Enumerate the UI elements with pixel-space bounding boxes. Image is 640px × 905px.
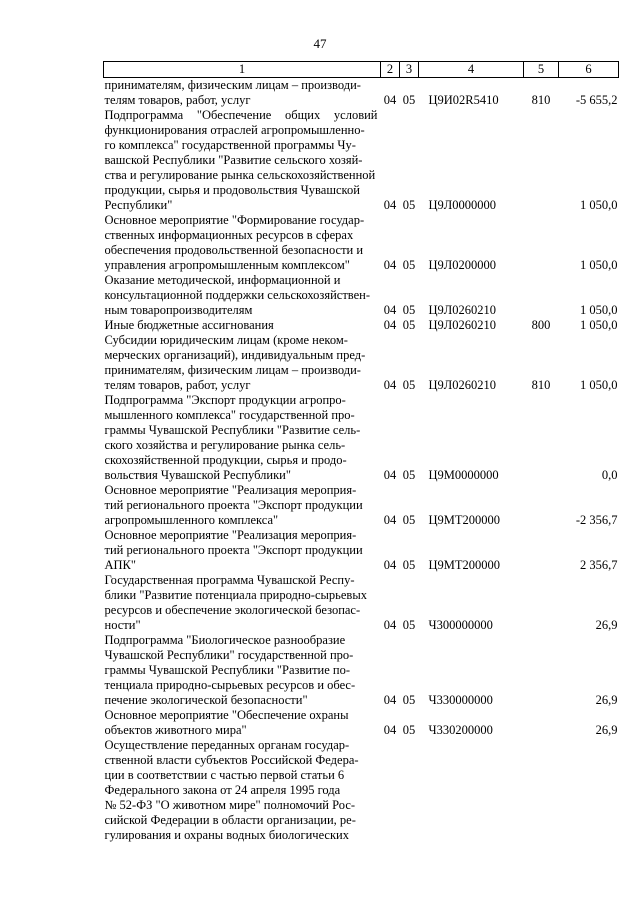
row-amount: 0,0 <box>601 468 618 482</box>
row-section-code: 04 <box>383 513 397 527</box>
row-expense-type-code <box>524 708 559 738</box>
row-target-article-code: Ч330200000 <box>428 723 493 737</box>
row-amount <box>559 738 619 843</box>
column-header-2: 2 <box>381 62 400 78</box>
column-header-1: 1 <box>104 62 381 78</box>
row-target-article-code: Ц9Л0260210 <box>428 378 497 392</box>
row-amount: 26,9 <box>595 723 618 737</box>
row-amount: 1 050,0 <box>580 318 618 332</box>
column-header-3: 3 <box>400 62 419 78</box>
row-subsection-code: 05 <box>402 618 416 632</box>
row-target-article-code <box>419 738 524 843</box>
row-description: принимателям, физическим лицам – производи- телям товаров, работ, услуг <box>104 78 361 107</box>
table-row <box>104 633 619 708</box>
row-description: Основное мероприятие "Формирование государ- ственных информационных ресурсов в сферах обеспечения продовольственной безопасности и управления агропромышленным комплексом" <box>104 213 365 272</box>
row-target-article-code: Ц9И02R5410 <box>428 93 499 107</box>
table-row <box>104 78 619 109</box>
row-target-article-code: Ц9Л0000000 <box>428 198 497 212</box>
row-description: Государственная программа Чувашской Респу- блики "Развитие потенциала природно-сырьевых ресурсов и обеспечение экологической безопас- ности" <box>104 573 367 632</box>
row-expense-type-code <box>524 213 559 273</box>
row-expense-type-code <box>524 528 559 573</box>
table-row <box>104 108 619 213</box>
row-subsection-code: 05 <box>402 723 416 737</box>
row-target-article-code: Ч330000000 <box>428 693 493 707</box>
row-target-article-code: Ч300000000 <box>428 618 493 632</box>
row-subsection-code: 05 <box>402 258 416 272</box>
row-section-code: 04 <box>383 558 397 572</box>
row-description: Подпрограмма "Биологическое разнообразие Чувашской Республики" государственной про- граммы Чувашской Республики "Развитие по- тенциала природно-сырьевых ресурсов и обес- печение экологической безопасности" <box>104 633 356 707</box>
row-section-code: 04 <box>383 198 397 212</box>
row-subsection-code <box>400 738 419 843</box>
table-row <box>104 273 619 318</box>
table-row <box>104 708 619 738</box>
table-header-row <box>104 62 619 78</box>
row-subsection-code: 05 <box>402 558 416 572</box>
row-section-code: 04 <box>383 378 397 392</box>
row-description: Основное мероприятие "Реализация мероприя- тий регионального проекта "Экспорт продукции агропромышленного комплекса" <box>104 483 363 527</box>
row-subsection-code: 05 <box>402 198 416 212</box>
row-subsection-code: 05 <box>402 693 416 707</box>
row-section-code: 04 <box>383 93 397 107</box>
row-section-code: 04 <box>383 468 397 482</box>
row-subsection-code: 05 <box>402 513 416 527</box>
row-target-article-code: Ц9Л0260210 <box>428 303 497 317</box>
row-subsection-code: 05 <box>402 468 416 482</box>
row-description: Подпрограмма "Обеспечение общих условий функционирования отраслей агропромышленно- го комплекса" государственной программы Чу- вашской Республики "Развитие сельского хозяй- ства и регулирование рынка сельскохозяйственной продукции, сырья и продовольствия Чувашской Республики" <box>104 108 378 212</box>
row-target-article-code: Ц9Л0260210 <box>428 318 497 332</box>
row-expense-type-code: 800 <box>531 318 551 332</box>
row-section-code: 04 <box>383 618 397 632</box>
row-target-article-code: Ц9М0000000 <box>428 468 499 482</box>
row-section-code: 04 <box>383 318 397 332</box>
row-subsection-code: 05 <box>402 303 416 317</box>
column-header-6: 6 <box>559 62 619 78</box>
row-description: Иные бюджетные ассигнования <box>104 318 274 332</box>
row-amount: 26,9 <box>595 693 618 707</box>
table-row <box>104 738 619 843</box>
column-header-4: 4 <box>419 62 524 78</box>
table-row <box>104 573 619 633</box>
row-section-code <box>381 738 400 843</box>
row-description: Осуществление переданных органам государ- ственной власти субъектов Российской Федера- ции в соответствии с частью первой статьи 6 Федерального закона от 24 апреля 1995 года № 52-ФЗ "О животном мире" полномочий Рос- сийской Федерации в области организации, ре- гулирования и охраны водных биологических <box>104 738 359 842</box>
row-expense-type-code <box>524 393 559 483</box>
row-subsection-code: 05 <box>402 93 416 107</box>
row-expense-type-code <box>524 573 559 633</box>
row-section-code: 04 <box>383 723 397 737</box>
row-amount: 1 050,0 <box>580 258 618 272</box>
row-subsection-code: 05 <box>402 318 416 332</box>
row-target-article-code: Ц9Л0200000 <box>428 258 497 272</box>
row-expense-type-code <box>524 273 559 318</box>
row-expense-type-code: 810 <box>531 93 551 107</box>
budget-table <box>103 61 619 843</box>
row-amount: 1 050,0 <box>580 198 618 212</box>
table-row <box>104 483 619 528</box>
row-section-code: 04 <box>383 303 397 317</box>
table-row <box>104 213 619 273</box>
row-amount: 1 050,0 <box>580 378 618 392</box>
table-row <box>104 318 619 333</box>
row-amount: -2 356,7 <box>575 513 618 527</box>
row-description: Основное мероприятие "Реализация мероприя- тий регионального проекта "Экспорт продукции АПК" <box>104 528 363 572</box>
row-description: Оказание методической, информационной и консультационной поддержки сельскохозяйствен- ным товаропроизводителям <box>104 273 371 317</box>
row-amount: 2 356,7 <box>580 558 618 572</box>
row-description: Основное мероприятие "Обеспечение охраны объектов животного мира" <box>104 708 349 737</box>
row-expense-type-code: 810 <box>531 378 551 392</box>
table-body <box>104 78 619 844</box>
row-amount: 26,9 <box>595 618 618 632</box>
row-description: Субсидии юридическим лицам (кроме неком- мерческих организаций), индивидуальным пред- принимателям, физическим лицам – производи- телям товаров, работ, услуг <box>104 333 366 392</box>
row-expense-type-code <box>524 633 559 708</box>
row-section-code: 04 <box>383 258 397 272</box>
row-section-code: 04 <box>383 693 397 707</box>
row-description: Подпрограмма "Экспорт продукции агропро- мышленного комплекса" государственной про- граммы Чувашской Республики "Развитие сель- ского хозяйства и регулирование рынка сель- скохозяйственной продукции, сырья и продо- вольствия Чувашской Республики" <box>104 393 361 482</box>
row-subsection-code: 05 <box>402 378 416 392</box>
row-target-article-code: Ц9МТ200000 <box>428 558 501 572</box>
row-amount: -5 655,2 <box>575 93 618 107</box>
row-target-article-code: Ц9МТ200000 <box>428 513 501 527</box>
page-number: 47 <box>313 36 327 51</box>
table-row <box>104 393 619 483</box>
table-row <box>104 528 619 573</box>
row-expense-type-code <box>524 483 559 528</box>
table-row <box>104 333 619 393</box>
row-amount: 1 050,0 <box>580 303 618 317</box>
column-header-5: 5 <box>524 62 559 78</box>
row-expense-type-code <box>524 738 559 843</box>
row-expense-type-code <box>524 108 559 213</box>
